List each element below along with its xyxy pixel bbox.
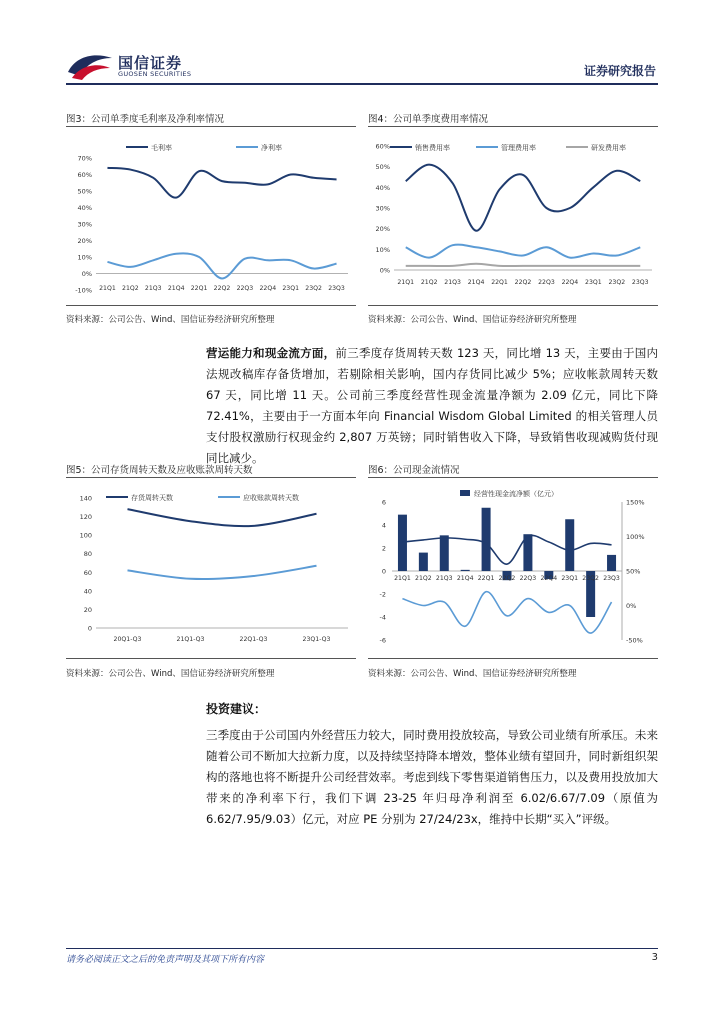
- legend-label-2: 研发费用率: [591, 144, 626, 152]
- ratio-line-0: [402, 535, 611, 564]
- x-tick-label: 23Q3: [631, 279, 649, 286]
- fig6-title: 图6：公司现金流情况: [368, 465, 460, 476]
- x-tick-label: 22Q1: [491, 279, 508, 286]
- x-tick-label: 21Q4: [467, 279, 485, 286]
- cashflow-bar: [607, 555, 616, 571]
- y-tick-label-left: 6: [381, 498, 386, 507]
- x-tick-label: 21Q1-Q3: [176, 636, 205, 643]
- fig4-title: 图4：公司单季度费用率情况: [368, 114, 489, 125]
- fig6-chart: [368, 482, 658, 652]
- series-line-0: [128, 509, 317, 526]
- fig5-top-rule: [66, 477, 356, 478]
- fig5-title: 图5：公司存货周转天数及应收账款周转天数: [66, 465, 253, 476]
- x-tick-label: 22Q2: [514, 279, 532, 286]
- series-line-1: [107, 253, 336, 278]
- y-tick-label-left: -4: [379, 613, 386, 622]
- x-tick-label: 21Q1: [397, 279, 415, 286]
- disclaimer: 请务必阅读正文之后的免责声明及其项下所有内容: [66, 955, 265, 965]
- y-tick-label: 40: [83, 587, 92, 596]
- fig3-title: 图3：公司单季度毛利率及净利率情况: [66, 114, 225, 125]
- fig3-bottom-rule: [66, 305, 356, 306]
- x-tick-label: 23Q2: [582, 575, 599, 582]
- x-tick-label: 23Q1-Q3: [302, 636, 331, 643]
- x-tick-label: 22Q4: [540, 575, 558, 582]
- legend-label-bar: 经营性现金流净额（亿元）: [474, 490, 558, 498]
- x-tick-label: 22Q2: [498, 575, 516, 582]
- legend-label-1: 管理费用率: [501, 144, 536, 152]
- x-tick-label: 21Q1: [99, 285, 116, 292]
- logo-mark-icon: [66, 48, 116, 82]
- fig4-source: 资料来源：公司公告、Wind、国信证券经济研究所整理: [368, 315, 577, 325]
- cashflow-bar: [398, 515, 407, 571]
- x-tick-label: 23Q1: [585, 279, 602, 286]
- x-tick-label: 21Q2: [415, 575, 432, 582]
- x-tick-label: 22Q2: [213, 285, 231, 292]
- y-tick-label: 10%: [375, 245, 390, 254]
- fig5-bottom-rule: [66, 658, 356, 659]
- x-tick-label: 21Q4: [456, 575, 474, 582]
- x-tick-label: 22Q4: [561, 279, 579, 286]
- x-tick-label: 22Q1: [477, 575, 495, 582]
- logo: [66, 48, 116, 82]
- y-tick-label: 60%: [77, 171, 92, 179]
- legend-label-0: 毛利率: [151, 144, 172, 152]
- y-tick-label-right: 0%: [626, 602, 637, 610]
- investment-advice-title: 投资建议：: [206, 702, 267, 716]
- x-tick-label: 23Q2: [305, 285, 322, 292]
- y-tick-label: 0: [87, 624, 92, 633]
- y-tick-label: 20%: [77, 237, 92, 245]
- fig5-source: 资料来源：公司公告、Wind、国信证券经济研究所整理: [66, 669, 275, 679]
- legend-label-0: 销售费用率: [415, 144, 450, 152]
- y-tick-label-right: 50%: [626, 567, 641, 576]
- legend-swatch-bar: [460, 490, 470, 496]
- y-tick-label-right: -50%: [626, 636, 643, 645]
- x-tick-label: 23Q3: [328, 285, 345, 292]
- logo-name: 国信证券: [118, 54, 183, 72]
- y-tick-label: 40%: [375, 183, 390, 192]
- y-tick-label-left: 2: [381, 544, 386, 553]
- x-tick-label: 23Q2: [608, 279, 626, 286]
- x-tick-label: 21Q3: [435, 575, 453, 582]
- y-tick-label: 50%: [375, 163, 390, 172]
- x-tick-label: 21Q2: [122, 285, 139, 292]
- operations-paragraph: [206, 343, 658, 469]
- x-tick-label: 22Q3: [519, 575, 537, 582]
- fig3-chart: [66, 130, 356, 302]
- series-line-1: [406, 245, 641, 258]
- y-tick-label: 10%: [77, 253, 92, 262]
- cashflow-bar: [565, 519, 574, 571]
- y-tick-label: 80: [83, 550, 92, 559]
- x-tick-label: 23Q1: [282, 285, 300, 292]
- x-tick-label: 21Q4: [167, 285, 185, 292]
- x-tick-label: 22Q1: [190, 285, 208, 292]
- x-tick-label: 21Q3: [444, 279, 461, 286]
- fig4-bottom-rule: [368, 305, 658, 306]
- fig6-source: 资料来源：公司公告、Wind、国信证券经济研究所整理: [368, 669, 577, 679]
- y-tick-label: 20%: [375, 225, 390, 234]
- y-tick-label: -10%: [75, 286, 92, 295]
- y-tick-label: 0%: [81, 270, 92, 278]
- y-tick-label-left: 4: [381, 521, 386, 530]
- series-line-0: [406, 165, 641, 231]
- x-tick-label: 22Q3: [236, 285, 254, 292]
- legend-label-1: 净利率: [261, 144, 282, 152]
- legend-label-0: 存货周转天数: [131, 494, 173, 502]
- y-tick-label-left: -2: [379, 590, 386, 599]
- footer-divider: [66, 948, 658, 949]
- series-line-2: [406, 264, 641, 266]
- ratio-line-1: [402, 592, 611, 633]
- x-tick-label: 21Q3: [144, 285, 162, 292]
- y-tick-label: 0%: [379, 266, 390, 275]
- y-tick-label: 140: [79, 494, 92, 503]
- x-tick-label: 23Q3: [603, 575, 620, 582]
- x-tick-label: 23Q1: [561, 575, 579, 582]
- fig3-source: 资料来源：公司公告、Wind、国信证券经济研究所整理: [66, 315, 275, 325]
- header-divider: [66, 83, 658, 85]
- page-number: 3: [651, 952, 658, 963]
- logo-subtitle: GUOSEN SECURITIES: [118, 70, 192, 78]
- y-tick-label-left: -6: [379, 636, 386, 645]
- cashflow-bar: [419, 553, 428, 571]
- legend-label-1: 应收账款周转天数: [243, 494, 299, 502]
- fig4-chart: [368, 130, 658, 302]
- y-tick-label-right: 150%: [626, 498, 645, 507]
- series-line-1: [128, 566, 317, 579]
- x-tick-label: 22Q1-Q3: [239, 636, 268, 643]
- series-line-0: [107, 168, 336, 198]
- investment-advice-paragraph: 三季度由于公司国内外经营压力较大，同时费用投放较高，导致公司业绩有所承压。未来随着公司不断加大拉新力度，以及持续坚持降本增效，整体业绩有望回升，同时新组织架构的落地也将不断提升公司经营效率。考虑到线下零售渠道销售压力，以及费用投放加大带来的净利率下行，我们下调 23-25 年归母净利润至 6.02/6.67/7.09（原值为 6.62/7.95/9.03）亿元，对应 PE 分别为 27/24/23x，维持中长期“买入”评级。: [206, 728, 658, 826]
- x-tick-label: 20Q1-Q3: [113, 636, 142, 643]
- cashflow-bar: [440, 535, 449, 571]
- operations-lead: 营运能力和现金流方面，: [206, 346, 336, 360]
- y-tick-label: 60%: [375, 142, 390, 151]
- cashflow-bar: [482, 508, 491, 571]
- y-tick-label: 70%: [77, 154, 92, 163]
- y-tick-label-left: 0: [381, 567, 386, 576]
- y-tick-label: 100: [79, 531, 92, 540]
- x-tick-label: 22Q3: [538, 279, 555, 286]
- operations-text: 前三季度存货周转天数 123 天，同比增 13 天，主要由于国内法规改稿库存备货增加，若剔除相关影响，国内存货同比减少 5%；应收帐款周转天数 67 天，同比增 11 天。公司前三季度经营性现金流量净额为 2.09 亿元，同比下降 72.41%，主要由于一方面本年向 Financial Wisdom Global Limited 的相关管理人员支付股权激励行权现金约 2,807 万英镑；同时销售收入下降，导致销售收现减购货付现同比减少。: [206, 346, 659, 465]
- y-tick-label-right: 100%: [626, 533, 645, 541]
- x-tick-label: 21Q2: [420, 279, 438, 286]
- y-tick-label: 30%: [77, 220, 92, 229]
- y-tick-label: 20: [83, 605, 92, 614]
- y-tick-label: 30%: [375, 204, 390, 213]
- y-tick-label: 60: [83, 568, 92, 577]
- fig6-bottom-rule: [368, 658, 658, 659]
- fig5-chart: [66, 482, 356, 652]
- cashflow-bar: [461, 570, 470, 571]
- x-tick-label: 22Q4: [259, 285, 277, 292]
- x-tick-label: 21Q1: [394, 575, 411, 582]
- fig4-top-rule: [368, 126, 658, 127]
- document-type: 证券研究报告: [583, 64, 656, 78]
- y-tick-label: 40%: [77, 204, 92, 212]
- fig3-top-rule: [66, 126, 356, 127]
- y-tick-label: 120: [79, 513, 92, 522]
- fig6-top-rule: [368, 477, 658, 478]
- y-tick-label: 50%: [77, 187, 92, 196]
